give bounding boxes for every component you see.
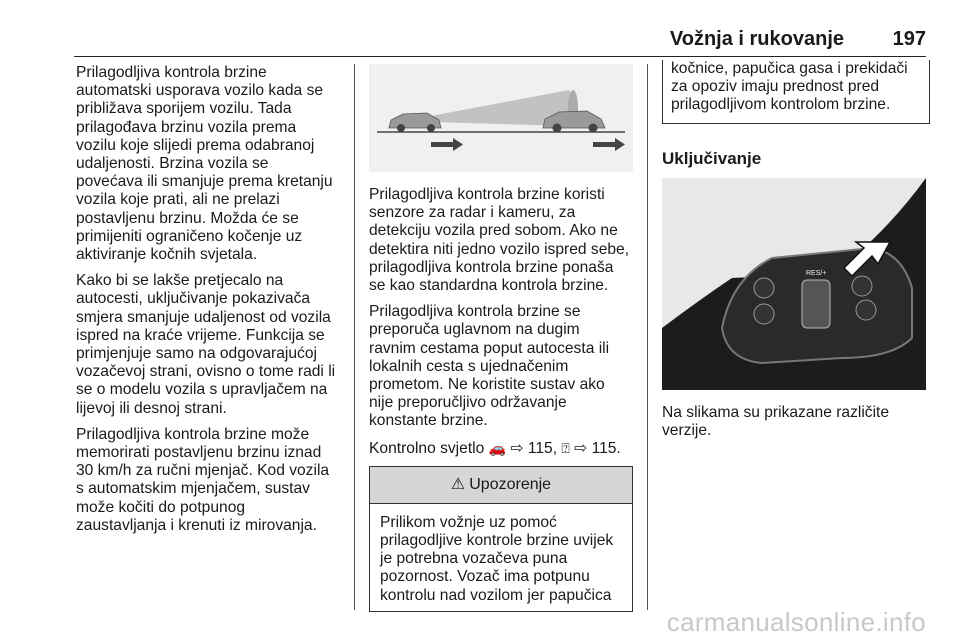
control-light-reference	[369, 439, 635, 458]
warning-triangle-icon: ⚠	[450, 475, 466, 493]
paragraph: Prilagodljiva kontrola brzine može memorirati postavljenu brzinu iznad 30 km/h za ručni mjenjač. Kod vozila s automatskim mjenjačem, sustav može kočiti do potpunog zaustavljanja i krenuti iz mirovanja.	[76, 425, 330, 534]
car-indicator-icon: 🚗	[488, 439, 507, 456]
warning-text: Prilikom vožnje uz pomoć prilagodljive kontrole brzine uvijek je potrebna vozačeva puna pozornost. Vozač ima potpunu kontrolu nad vozilom jer papučica	[380, 513, 614, 604]
page-arrow-icon: ⇨	[574, 439, 588, 457]
paragraph: Kako bi se lakše pretjecalo na autocesti, uključivanje pokazivača smjera smanjuje udaljenost od vozila ispred na kraće vrijeme. Funkcija se primjenjuje samo na odgovarajućoj vozačevoj strani, ovisno o tome radi li se o modelu vozila s upravljačem na lijevoj ili desnoj strani.	[76, 272, 336, 417]
cruise-indicator-icon: ⍰	[561, 439, 570, 456]
paragraph: Prilagodljiva kontrola brzine se preporuča uglavnom na dugim ravnim cestama poput autocesta ili lokalnih cesta s ujednačenim prometom. Ne koristite sustav ako nije preporučljivo održavanje konstante brzine.	[369, 303, 610, 430]
page-number: 197	[892, 28, 926, 50]
column-divider-2	[647, 64, 648, 610]
warning-box	[369, 466, 633, 612]
warning-header	[370, 467, 632, 504]
paragraph: Prilagodljiva kontrola brzine automatski usporava vozilo kada se približava sporijem vozilu. Tada prilagođava brzinu vozila prema vozilu koje slijedi prema odabranoj udaljenosti. Brzina vozila se povećava ili smanjuje prema kretanju vozila koje prati, ali ne prelazi postavljenu brzinu. Možda će se primijeniti ograničeno kočenje uz aktiviranje kočnih svjetala.	[76, 64, 333, 264]
res-plus-label: RES/+	[806, 269, 827, 277]
column-left	[76, 64, 346, 543]
reference-label: Kontrolno svjetlo	[369, 439, 485, 457]
warning-box-continued: kočnice, papučica gasa i prekidači za opoziv imaju prednost pred prilagodljivom kontrolom brzine.	[662, 60, 930, 124]
page-arrow-icon: ⇨	[510, 439, 524, 457]
radar-illustration	[369, 64, 633, 172]
page-reference: 115.	[591, 439, 621, 457]
steering-wheel-illustration	[662, 178, 926, 390]
arrow-right-icon	[593, 138, 625, 151]
section-title: Vožnja i rukovanje	[669, 28, 844, 50]
page-header	[74, 26, 926, 57]
subheading: Uključivanje	[662, 148, 762, 168]
column-middle	[369, 64, 635, 612]
arrow-right-icon	[431, 138, 463, 151]
watermark: carmanualsonline.info	[666, 607, 926, 637]
paragraph: Prilagodljiva kontrola brzine koristi senzore za radar i kameru, za detekciju vozila pred sobom. Ako ne detektira niti jedno vozilo ispred sebe, prilagodljiva kontrola brzine ponaša se kao standardna kontrola brzine.	[369, 186, 630, 295]
warning-title: Upozorenje	[469, 475, 552, 493]
column-divider-1	[354, 64, 355, 610]
caption: Na slikama su prikazane različite verzije.	[662, 403, 890, 440]
column-right	[662, 60, 930, 448]
page-reference: 115,	[527, 439, 558, 457]
